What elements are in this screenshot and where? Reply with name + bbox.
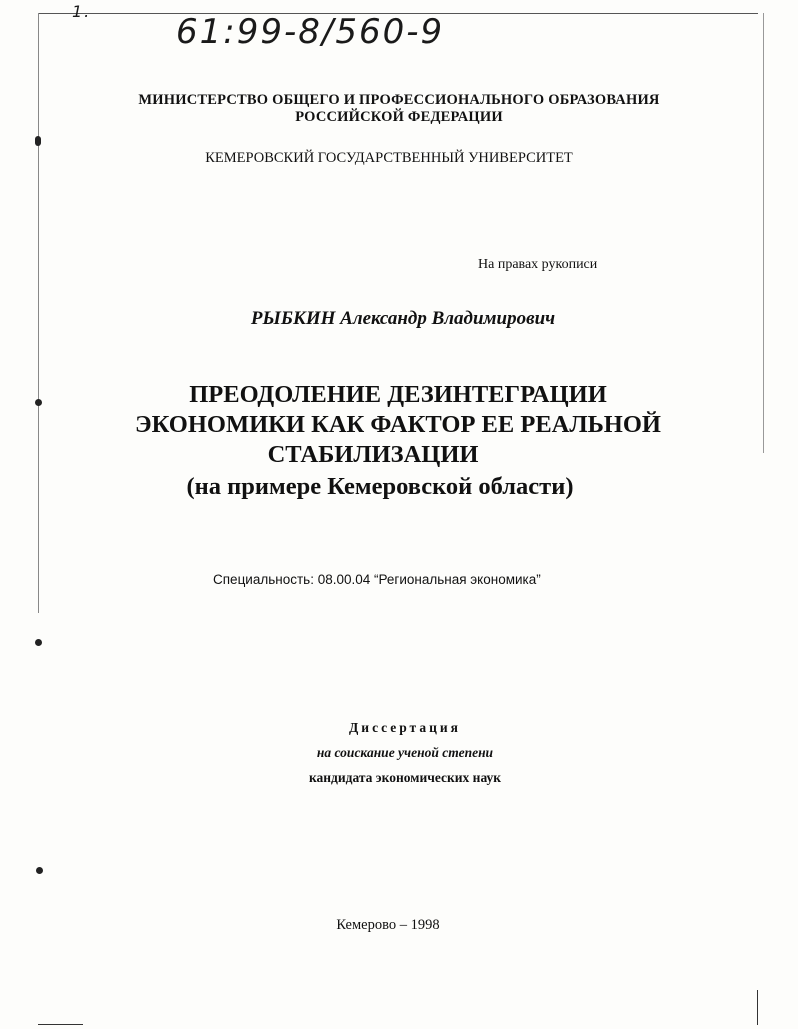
degree-line: на соискание ученой степени — [316, 745, 494, 760]
ministry-line-1: МИНИСТЕРСТВО ОБЩЕГО И ПРОФЕССИОНАЛЬНОГО ОБРАЗОВАНИЯ — [138, 92, 660, 108]
specialty: Специальность: 08.00.04 “Региональная экономика” — [213, 572, 541, 587]
ministry-heading — [0, 92, 798, 126]
handwritten-catalog-code: 61:99-8/560-9 — [176, 12, 445, 52]
bottom-right-line — [757, 990, 758, 1025]
degree-field: кандидата экономических наук — [308, 770, 502, 785]
bottom-left-line — [38, 1024, 83, 1025]
title-line-1: ПРЕОДОЛЕНИЕ ДЕЗИНТЕГРАЦИИ — [189, 381, 607, 408]
dissertation-heading: Диссертация — [349, 720, 461, 735]
punch-dot-4 — [36, 867, 43, 874]
punch-dot-1 — [35, 136, 41, 146]
ministry-line-2: РОССИЙСКОЙ ФЕДЕРАЦИИ — [295, 109, 503, 125]
punch-dot-3 — [35, 639, 42, 646]
title-subtitle: (на примере Кемеровской области) — [186, 473, 574, 500]
university-name: КЕМЕРОВСКИЙ ГОСУДАРСТВЕННЫЙ УНИВЕРСИТЕТ — [205, 150, 573, 166]
dissertation-title — [0, 380, 796, 470]
author-name: РЫБКИН Александр Владимирович — [250, 308, 556, 329]
handwritten-page-number: 1. — [72, 2, 92, 21]
city-year: Кемерово – 1998 — [336, 917, 440, 933]
title-line-3: СТАБИЛИЗАЦИИ — [267, 441, 479, 468]
title-line-2: ЭКОНОМИКИ КАК ФАКТОР ЕЕ РЕАЛЬНОЙ — [135, 411, 661, 438]
rights-note: На правах рукописи — [478, 257, 598, 272]
